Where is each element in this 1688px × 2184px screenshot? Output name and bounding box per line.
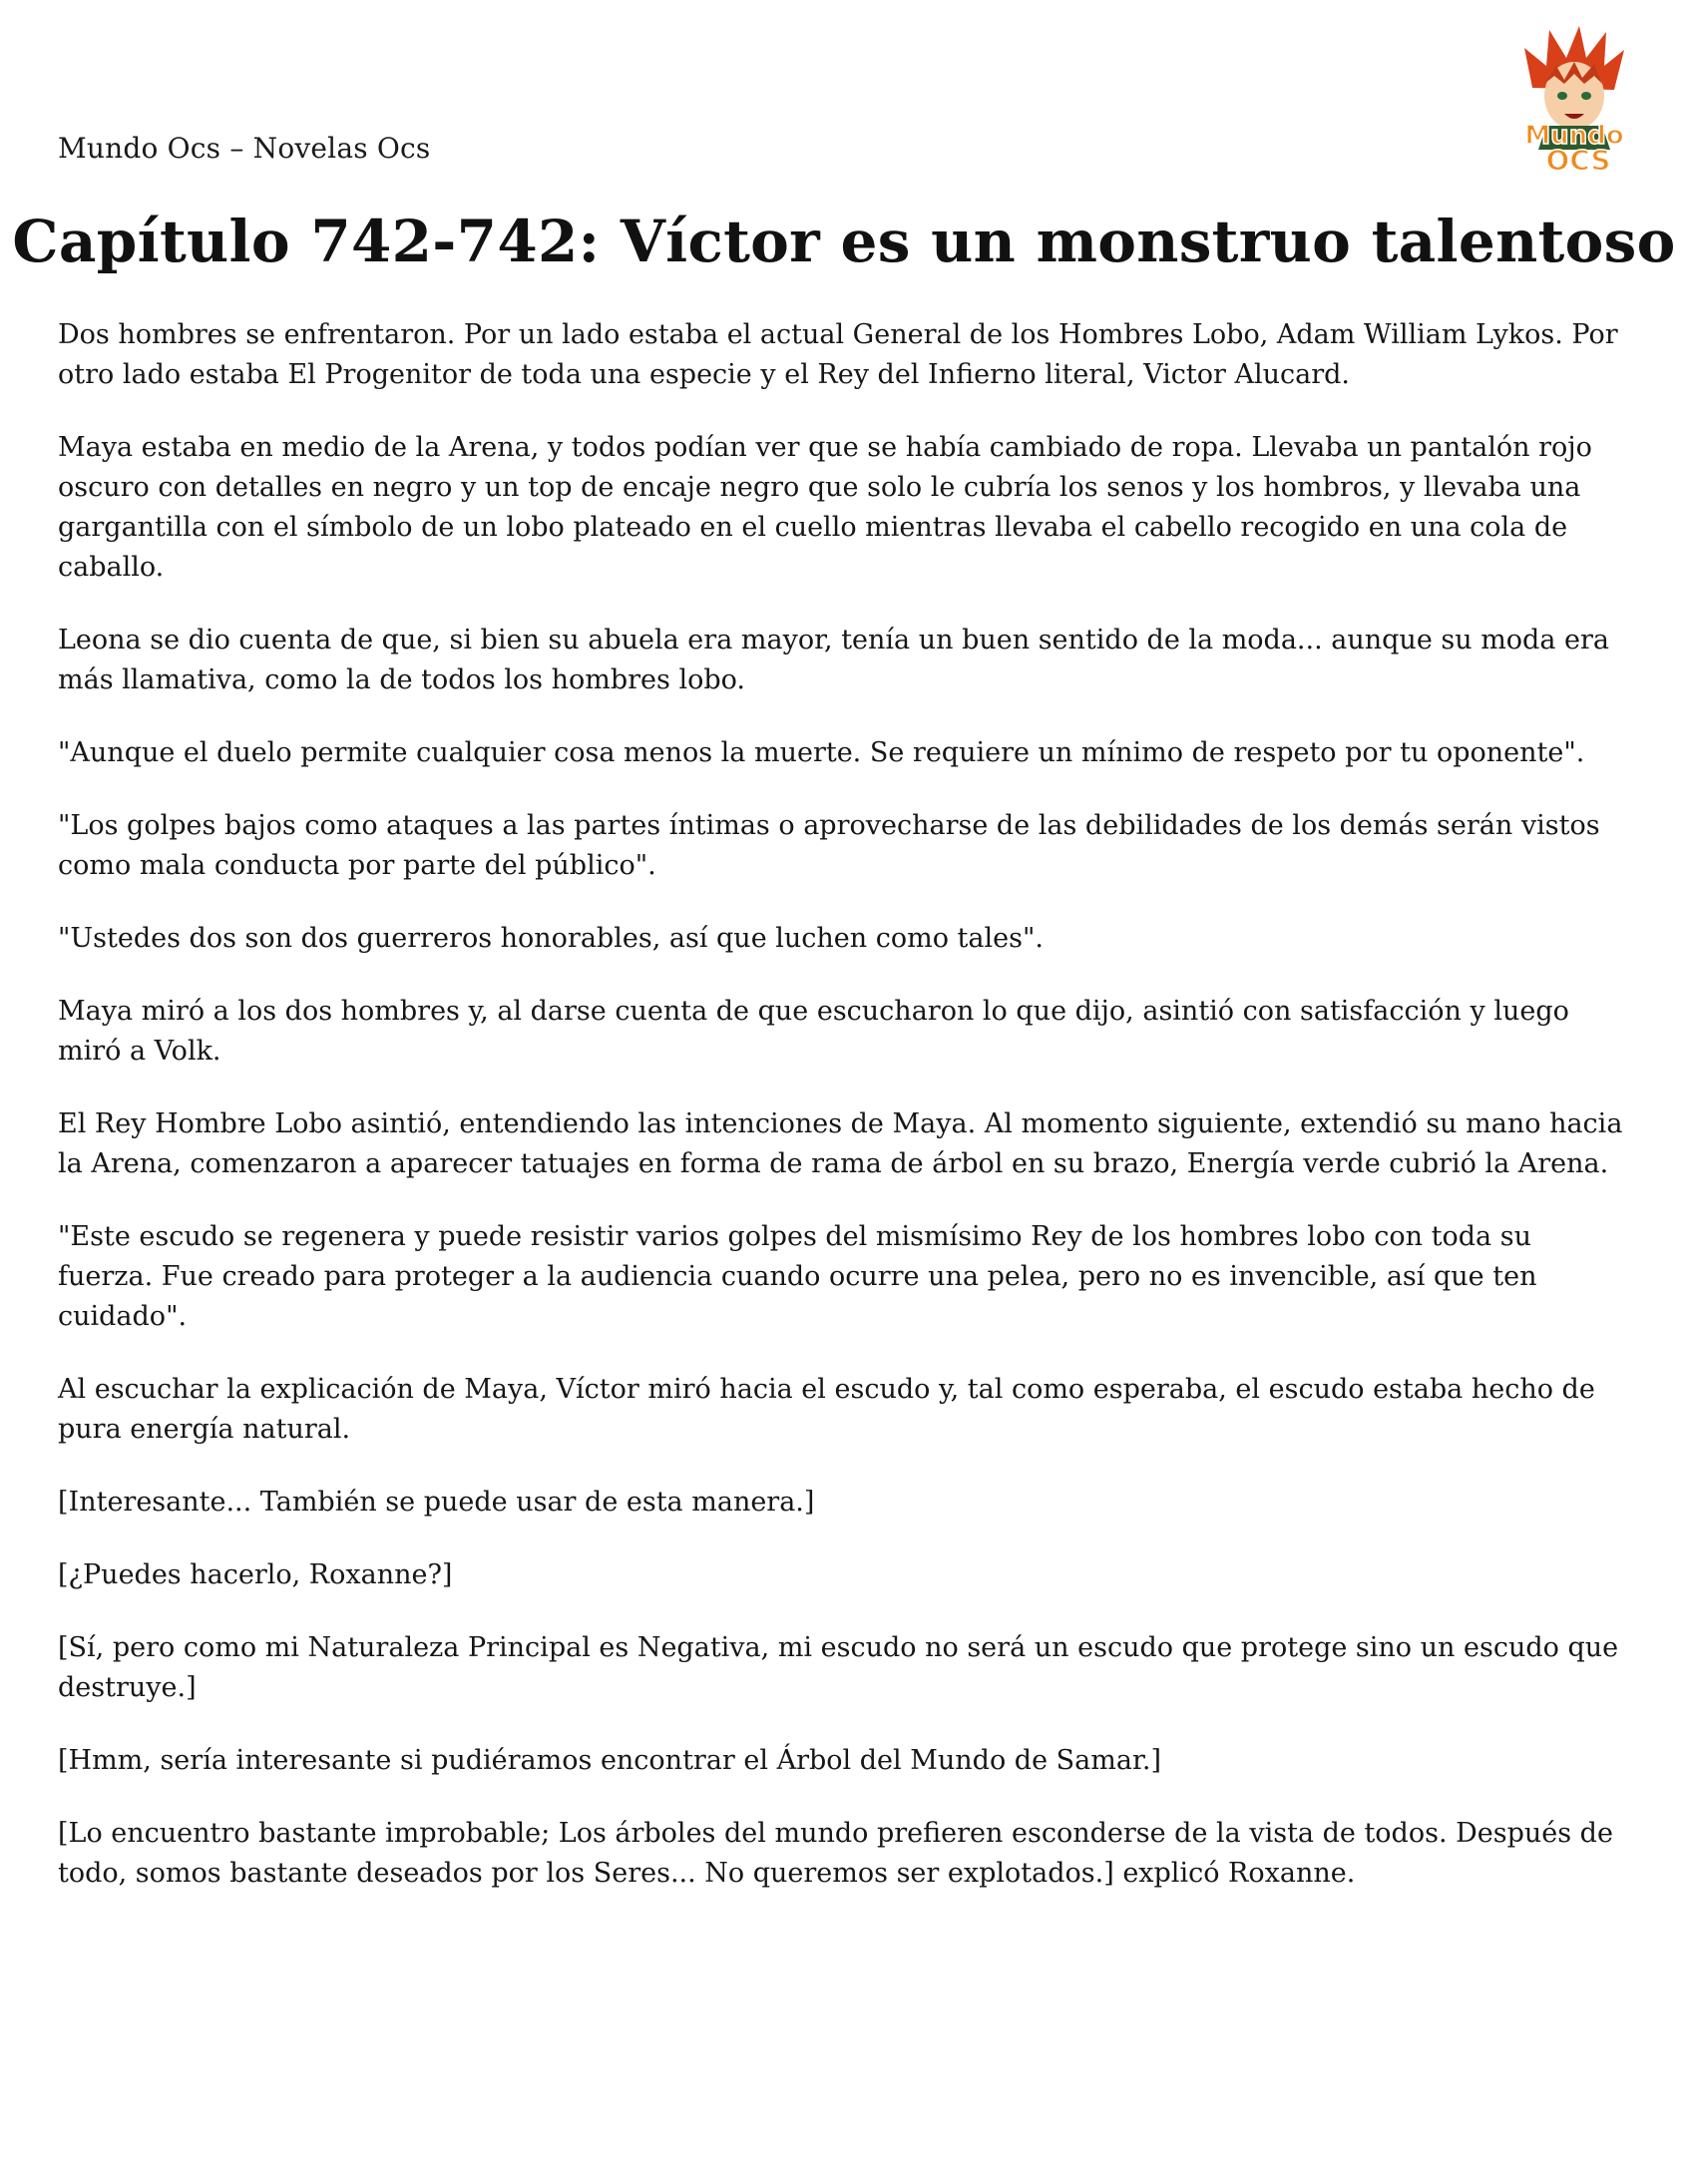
mundo-ocs-logo bbox=[1494, 18, 1654, 178]
paragraph: [Sí, pero como mi Naturaleza Principal es Negativa, mi escudo no será un escudo que protege sino un escudo que destruye.] bbox=[58, 1632, 1619, 1703]
paragraph: Dos hombres se enfrentaron. Por un lado estaba el actual General de los Hombres Lobo, Adam William Lykos. Por otro lado estaba El Progenitor de toda una especie y el Rey del Infierno literal, Victor Alucard. bbox=[58, 319, 1618, 390]
chapter-body bbox=[58, 315, 1634, 1927]
paragraph: "Los golpes bajos como ataques a las partes íntimas o aprovecharse de las debilidades de los demás serán vistos como mala conducta por parte del público". bbox=[58, 810, 1600, 881]
paragraph: [Hmm, sería interesante si pudiéramos encontrar el Árbol del Mundo de Samar.] bbox=[58, 1745, 1161, 1776]
chapter-title: Capítulo 742-742: Víctor es un monstruo talentoso bbox=[12, 208, 1676, 275]
paragraph: "Aunque el duelo permite cualquier cosa menos la muerte. Se requiere un mínimo de respeto por tu oponente". bbox=[58, 737, 1585, 768]
paragraph: [¿Puedes hacerlo, Roxanne?] bbox=[58, 1559, 453, 1590]
paragraph: El Rey Hombre Lobo asintió, entendiendo las intenciones de Maya. Al momento siguiente, extendió su mano hacia la Arena, comenzaron a aparecer tatuajes en forma de rama de árbol en su brazo, Energía verde cubrió la Arena. bbox=[58, 1108, 1623, 1179]
paragraph: Maya estaba en medio de la Arena, y todos podían ver que se había cambiado de ropa. Llevaba un pantalón rojo oscuro con detalles en negro y un top de encaje negro que solo le cubría los senos y los hombros, y llevaba una gargantilla con el símbolo de un lobo plateado en el cuello mientras llevaba el cabello recogido en una cola de caballo. bbox=[58, 432, 1592, 583]
site-header-label: Mundo Ocs – Novelas Ocs bbox=[58, 132, 431, 165]
paragraph: "Ustedes dos son dos guerreros honorables, así que luchen como tales". bbox=[58, 923, 1044, 954]
logo-word-bottom: OCS bbox=[1545, 144, 1611, 177]
paragraph: [Lo encuentro bastante improbable; Los árboles del mundo prefieren esconderse de la vista de todos. Después de todo, somos bastante deseados por los Seres... No queremos ser explotados.] explicó Roxanne. bbox=[58, 1818, 1613, 1889]
paragraph: Leona se dio cuenta de que, si bien su abuela era mayor, tenía un buen sentido de la moda... aunque su moda era más llamativa, como la de todos los hombres lobo. bbox=[58, 625, 1610, 695]
paragraph: "Este escudo se regenera y puede resistir varios golpes del mismísimo Rey de los hombres lobo con toda su fuerza. Fue creado para proteger a la audiencia cuando ocurre una pelea, pero no es invencible, así que ten cuidado". bbox=[58, 1221, 1537, 1332]
logo-word-top: Mundo bbox=[1524, 121, 1624, 151]
paragraph: Maya miró a los dos hombres y, al darse cuenta de que escucharon lo que dijo, asintió con satisfacción y luego miró a Volk. bbox=[58, 996, 1569, 1067]
paragraph: Al escuchar la explicación de Maya, Víctor miró hacia el escudo y, tal como esperaba, el escudo estaba hecho de pura energía natural. bbox=[58, 1374, 1595, 1445]
paragraph: [Interesante... También se puede usar de esta manera.] bbox=[58, 1487, 815, 1518]
